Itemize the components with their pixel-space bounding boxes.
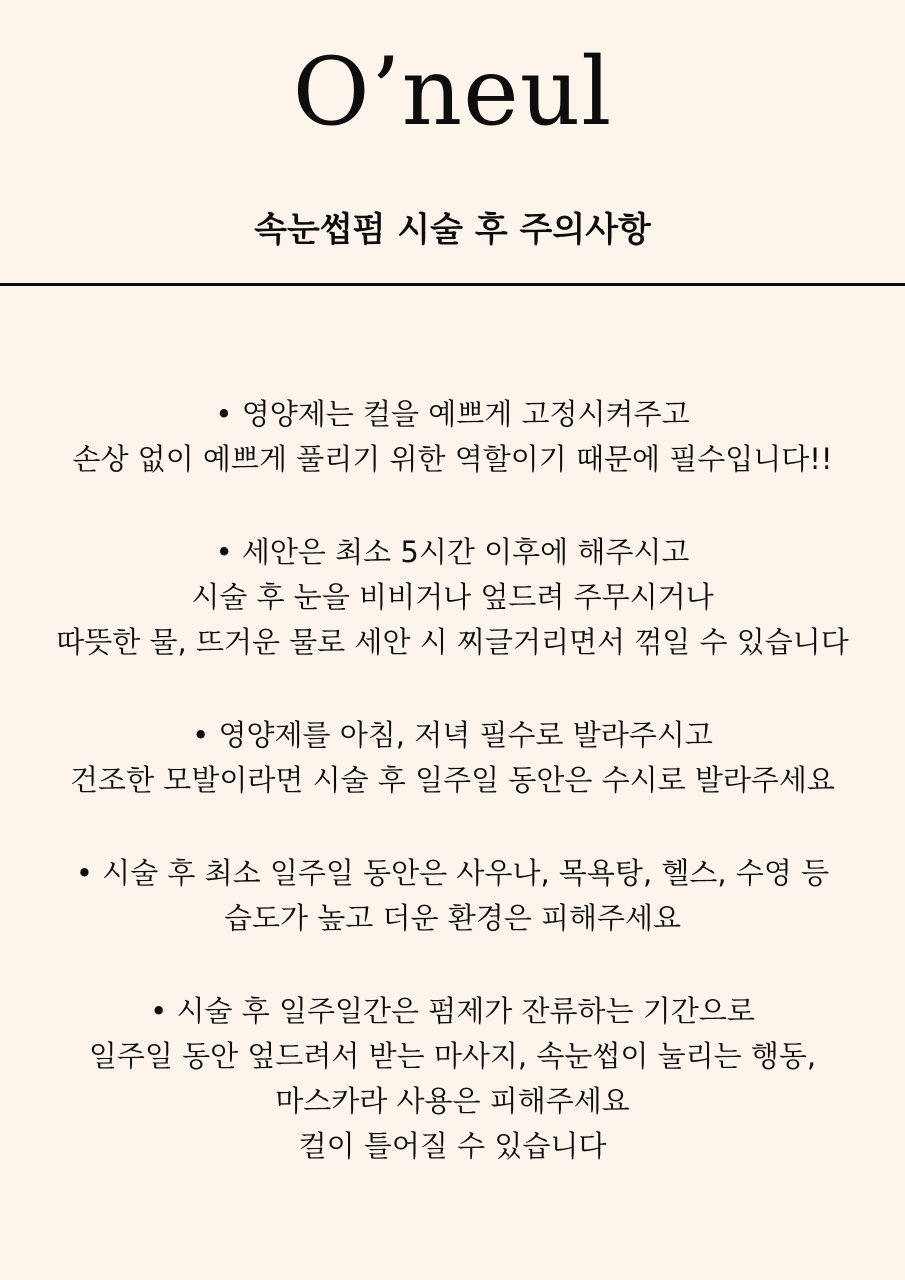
notice-line: 손상 없이 예쁘게 풀리기 위한 역할이기 때문에 필수입니다!! [72, 442, 833, 476]
notice-line: 마스카라 사용은 피해주세요 [275, 1084, 630, 1118]
notice-line: 시술 후 눈을 비비거나 엎드려 주무시거나 [191, 580, 714, 614]
brand-logo: O’neul [292, 38, 613, 147]
notice-section-daily-care [0, 713, 905, 803]
notice-line: 따뜻한 물, 뜨거운 물로 세안 시 찌글거리면서 꺾일 수 있습니다 [56, 625, 849, 659]
notice-line: 건조한 모발이라면 시술 후 일주일 동안은 수시로 발라주세요 [70, 763, 835, 797]
notice-line: 컬이 틀어질 수 있습니다 [298, 1129, 607, 1163]
notice-section-humidity [0, 851, 905, 941]
notice-line: • 시술 후 일주일간은 펌제가 잔류하는 기간으로 [150, 994, 755, 1028]
notice-line: • 영양제는 컬을 예쁘게 고정시켜주고 [215, 397, 690, 431]
notice-section-nutrient [0, 392, 905, 482]
notice-content [0, 392, 905, 1217]
notice-section-pressure [0, 989, 905, 1169]
notice-line: • 시술 후 최소 일주일 동안은 사우나, 목욕탕, 헬스, 수영 등 [75, 856, 830, 890]
notice-line: • 영양제를 아침, 저녁 필수로 발라주시고 [192, 718, 713, 752]
notice-section-face-wash [0, 530, 905, 665]
notice-line: 습도가 높고 더운 환경은 피해주세요 [223, 901, 682, 935]
notice-line: • 세안은 최소 5시간 이후에 해주시고 [215, 535, 690, 569]
notice-line: 일주일 동안 엎드려서 받는 마사지, 속눈썹이 눌리는 행동, [88, 1039, 817, 1073]
header-divider [0, 283, 905, 286]
page-title: 속눈썹펌 시술 후 주의사항 [254, 210, 651, 250]
